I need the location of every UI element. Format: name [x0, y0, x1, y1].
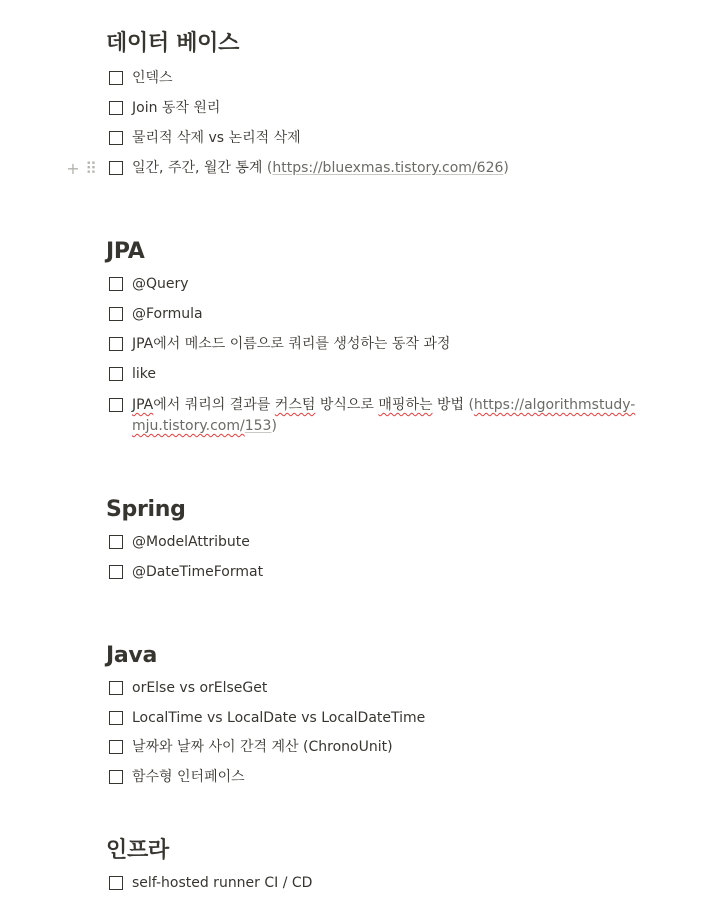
- todo-item[interactable]: [109, 334, 450, 355]
- checkbox[interactable]: [109, 101, 123, 115]
- checkbox[interactable]: [109, 770, 123, 784]
- todo-text[interactable]: [132, 395, 667, 437]
- checkbox[interactable]: [109, 131, 123, 145]
- plus-icon[interactable]: +: [66, 158, 80, 178]
- todo-item[interactable]: [109, 873, 312, 894]
- todo-item[interactable]: [109, 562, 263, 583]
- todo-item[interactable]: [109, 128, 301, 149]
- todo-text[interactable]: Join 동작 원리: [132, 100, 221, 116]
- todo-text[interactable]: @ModelAttribute: [132, 534, 250, 550]
- todo-text[interactable]: @Query: [132, 276, 189, 292]
- todo-text[interactable]: 날짜와 날짜 사이 간격 계산 (ChronoUnit): [132, 739, 393, 755]
- todo-item[interactable]: [109, 158, 509, 179]
- todo-item[interactable]: [109, 532, 250, 553]
- checkbox[interactable]: [109, 565, 123, 579]
- checkbox[interactable]: [109, 740, 123, 754]
- text-span: 방법: [432, 397, 469, 413]
- paren-open: (: [468, 397, 474, 413]
- todo-text[interactable]: like: [132, 366, 157, 382]
- heading-java[interactable]: Java: [106, 643, 158, 668]
- block-controls: [66, 159, 96, 177]
- paren-close: ): [503, 160, 509, 176]
- todo-text[interactable]: [132, 158, 509, 179]
- todo-item[interactable]: [109, 364, 156, 385]
- todo-item[interactable]: [109, 68, 173, 89]
- checkbox[interactable]: [109, 711, 123, 725]
- checkbox[interactable]: [109, 367, 123, 381]
- text-span: 에서 쿼리의 결과를: [153, 397, 275, 413]
- todo-text[interactable]: self-hosted runner CI / CD: [132, 875, 313, 891]
- checkbox[interactable]: [109, 535, 123, 549]
- paren-close: ): [271, 418, 277, 434]
- todo-text[interactable]: JPA에서 메소드 이름으로 쿼리를 생성하는 동작 과정: [132, 336, 451, 352]
- todo-item[interactable]: [109, 708, 425, 729]
- text-span: 방식으로: [315, 397, 379, 413]
- todo-text[interactable]: @DateTimeFormat: [132, 564, 264, 580]
- drag-handle-icon[interactable]: ⠿: [85, 158, 97, 178]
- checkbox[interactable]: [109, 681, 123, 695]
- spell-error-word: JPA: [132, 397, 154, 413]
- spell-error-word: 커스텀: [274, 397, 316, 413]
- paren-open: (: [266, 160, 273, 176]
- todo-item[interactable]: [109, 304, 203, 325]
- reference-link[interactable]: mju.tistory.com/: [132, 418, 245, 434]
- todo-text[interactable]: 인덱스: [132, 70, 173, 86]
- heading-spring[interactable]: Spring: [106, 497, 186, 522]
- checkbox[interactable]: [109, 398, 123, 412]
- todo-text[interactable]: LocalTime vs LocalDate vs LocalDateTime: [132, 710, 426, 726]
- checkbox[interactable]: [109, 876, 123, 890]
- heading-infra[interactable]: 인프라: [106, 838, 169, 863]
- reference-link[interactable]: 153: [244, 418, 272, 434]
- checkbox[interactable]: [109, 307, 123, 321]
- checkbox[interactable]: [109, 161, 123, 175]
- todo-text[interactable]: orElse vs orElseGet: [132, 680, 268, 696]
- todo-text[interactable]: 함수형 인터페이스: [132, 769, 245, 785]
- todo-item[interactable]: [109, 98, 220, 119]
- reference-link[interactable]: https://bluexmas.tistory.com/626: [272, 160, 504, 176]
- todo-item[interactable]: [109, 767, 245, 788]
- checkbox[interactable]: [109, 277, 123, 291]
- spell-error-word: 매핑하는: [378, 397, 433, 413]
- todo-text[interactable]: 물리적 삭제 vs 논리적 삭제: [132, 130, 301, 146]
- todo-item[interactable]: [109, 678, 267, 699]
- todo-text-main: 일간, 주간, 월간 통계: [132, 160, 267, 176]
- todo-item[interactable]: [109, 395, 667, 437]
- todo-item[interactable]: [109, 274, 189, 295]
- todo-text[interactable]: @Formula: [132, 306, 203, 322]
- todo-item[interactable]: [109, 737, 393, 758]
- checkbox[interactable]: [109, 71, 123, 85]
- checkbox[interactable]: [109, 337, 123, 351]
- heading-jpa[interactable]: JPA: [106, 239, 145, 264]
- reference-link[interactable]: https://algorithmstudy-: [473, 397, 636, 413]
- heading-database[interactable]: 데이터 베이스: [106, 31, 240, 56]
